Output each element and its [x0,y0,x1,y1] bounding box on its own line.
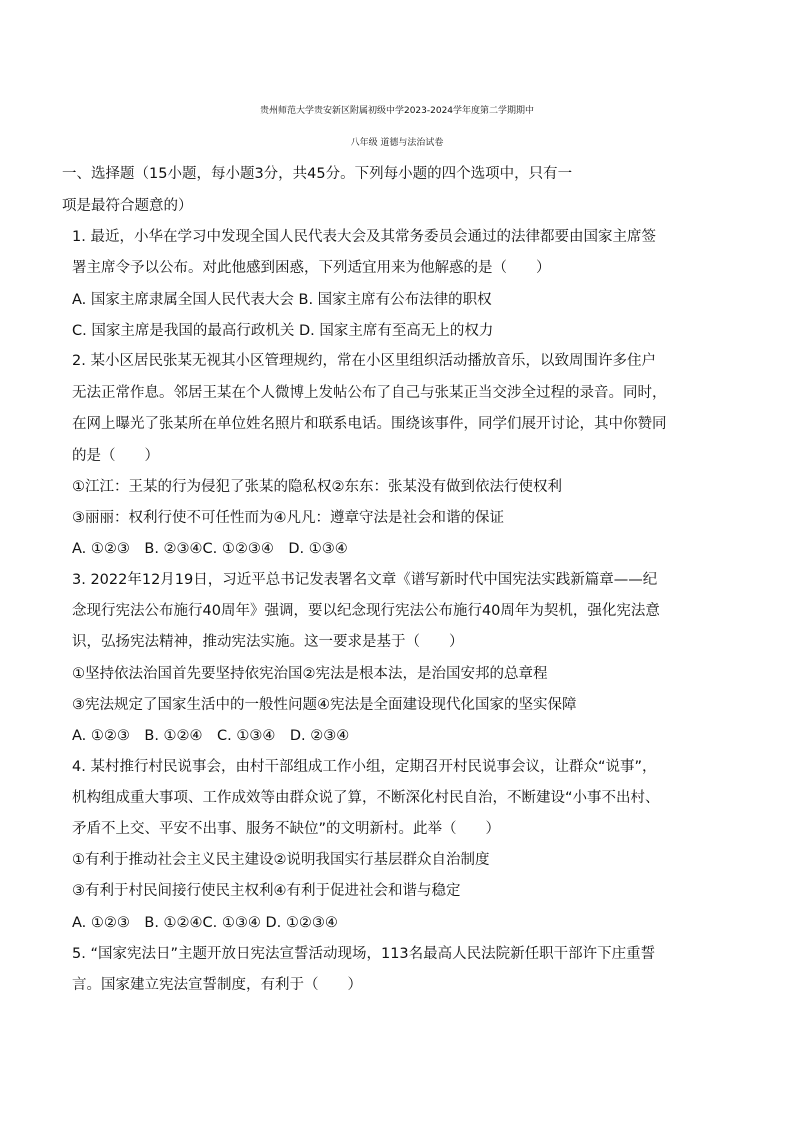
section-heading-cont: 项是最符合题意的） [62,198,193,214]
question-1-line: 署主席令予以公布。对此他感到困惑，下列适宜用来为他解惑的是（ ） [72,260,551,276]
question-1-options: A. 国家主席隶属全国人民代表大会 B. 国家主席有公布法律的职权 [72,292,492,308]
question-3-line: 3. 2022年12月19日，习近平总书记发表署名文章《谱写新时代中国宪法实践新篇章——纪 [72,572,658,588]
question-3-statement: ①坚持依法治国首先要坚持依宪治国②宪法是根本法，是治国安邦的总章程 [72,666,548,682]
question-2-options: A. ①②③ B. ②③④C. ①②③④ D. ①③④ [72,541,348,557]
question-4-statement: ③有利于村民间接行使民主权利④有利于促进社会和谐与稳定 [72,883,461,899]
question-4-line: 4. 某村推行村民说事会，由村干部组成工作小组，定期召开村民说事会议，让群众“说事”， [72,759,657,775]
question-2-statement: ①江江：王某的行为侵犯了张某的隐私权②东东：张某没有做到依法行使权利 [72,479,562,495]
question-2-line: 在网上曝光了张某所在单位姓名照片和联系电话。围绕该事件，同学们展开讨论，其中你赞同 [72,416,667,432]
question-3-line: 识，弘扬宪法精神，推动宪法实施。这一要求是基于（ ） [72,634,464,650]
question-3-options: A. ①②③ B. ①②④ C. ①③④ D. ②③④ [72,728,350,744]
question-1-line: 1. 最近，小华在学习中发现全国人民代表大会及其常务委员会通过的法律都要由国家主席签 [72,229,656,245]
question-4-line: 机构组成重大事项、工作成效等由群众说了算，不断深化村民自治，不断建设“小事不出村、 [72,790,660,806]
exam-title: 贵州师范大学贵安新区附属初级中学2023-2024学年度第二学期期中 [259,106,535,116]
question-2-line: 无法正常作息。邻居王某在个人微博上发帖公布了自己与张某正当交涉全过程的录音。同时， [72,385,667,401]
exam-subtitle: 八年级 道德与法治试卷 [350,138,444,148]
question-1-options: C. 国家主席是我国的最高行政机关 D. 国家主席有至高无上的权力 [72,323,494,339]
question-5-line: 言。国家建立宪法宣誓制度，有利于（ ） [72,977,362,993]
question-2-line: 2. 某小区居民张某无视其小区管理规约，常在小区里组织活动播放音乐，以致周围许多住户 [72,353,656,369]
question-2-statement: ③丽丽：权利行使不可任性而为④凡凡：遵章守法是社会和谐的保证 [72,510,504,526]
question-4-line: 矛盾不上交、平安不出事、服务不缺位”的文明新村。此举（ ） [72,821,501,837]
question-3-statement: ③宪法规定了国家生活中的一般性问题④宪法是全面建设现代化国家的坚实保障 [72,697,577,713]
question-2-line: 的是（ ） [72,448,159,464]
question-3-line: 念现行宪法公布施行40周年》强调，要以纪念现行宪法公布施行40周年为契机，强化宪法意 [72,603,660,619]
question-4-options: A. ①②③ B. ①②④C. ①③④ D. ①②③④ [72,915,338,931]
section-heading: 一、选择题（15小题，每小题3分，共45分。下列每小题的四个选项中，只有一 [62,166,573,182]
question-4-statement: ①有利于推动社会主义民主建设②说明我国实行基层群众自治制度 [72,852,490,868]
question-5-line: 5. “国家宪法日”主题开放日宪法宣誓活动现场，113名最高人民法院新任职干部许下庄重誓 [72,946,656,962]
